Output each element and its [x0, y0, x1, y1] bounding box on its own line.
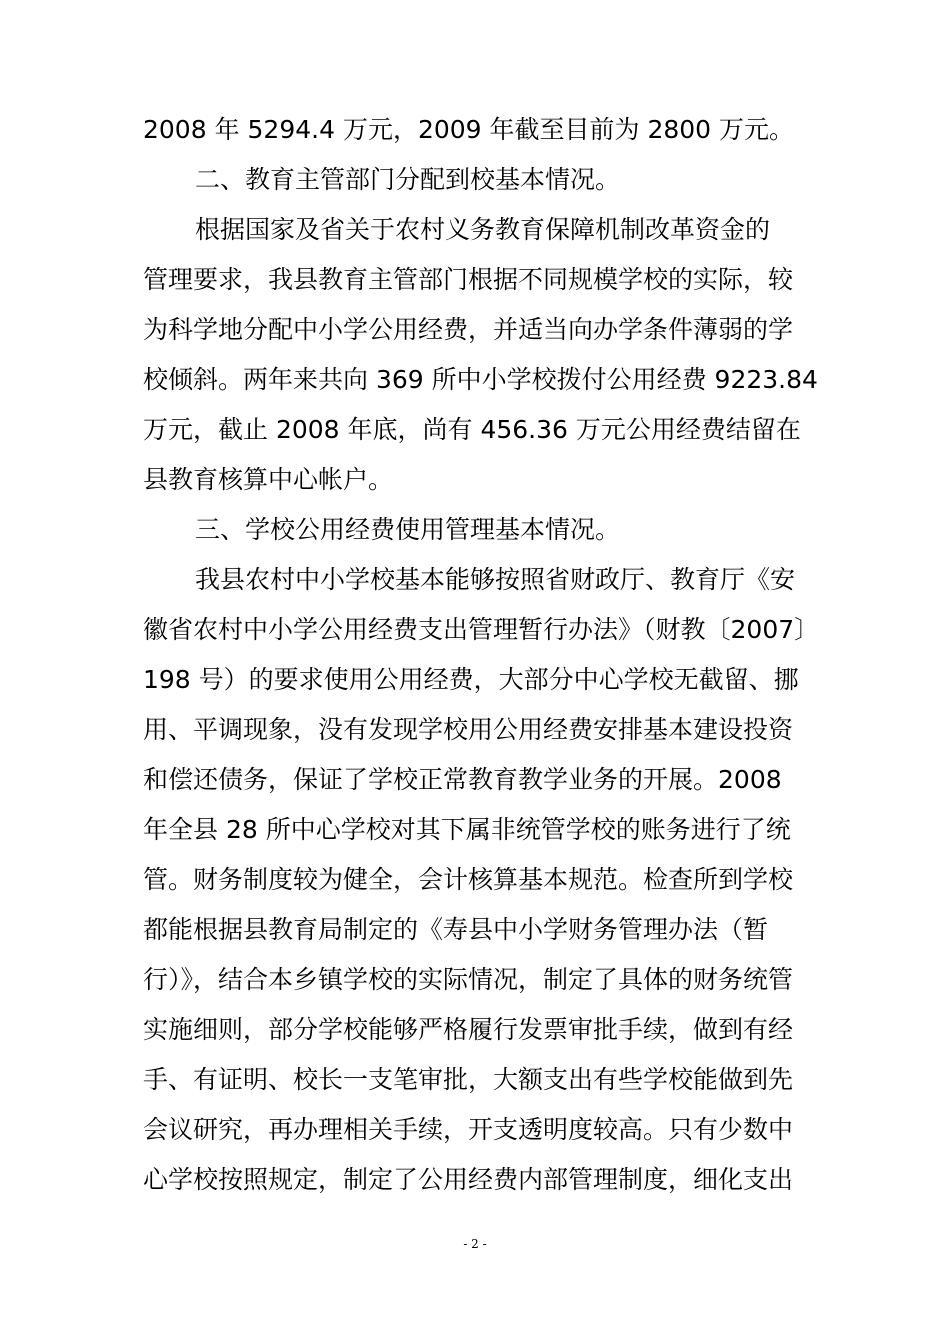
body-text-line: 都能根据县教育局制定的《寿县中小学财务管理办法（暂 — [143, 915, 769, 944]
body-text-line: 心学校按照规定，制定了公用经费内部管理制度，细化支出 — [143, 1165, 794, 1194]
body-text-line: 县教育核算中心帐户。 — [143, 465, 394, 494]
body-text-line: 管。财务制度较为健全，会计核算基本规范。检查所到学校 — [143, 865, 794, 894]
body-text-line: 管理要求，我县教育主管部门根据不同规模学校的实际，较 — [143, 265, 794, 294]
body-text-line: 会议研究，再办理相关手续，开支透明度较高。只有少数中 — [143, 1115, 794, 1144]
body-text-line: 为科学地分配中小学公用经费，并适当向办学条件薄弱的学 — [143, 315, 794, 344]
section-heading: 三、学校公用经费使用管理基本情况。 — [195, 515, 621, 544]
page-number: - 2 - — [463, 1237, 487, 1251]
body-text-line: 2008 年 5294.4 万元，2009 年截至目前为 2800 万元。 — [143, 115, 795, 144]
body-text-line: 行）》，结合本乡镇学校的实际情况，制定了具体的财务统管 — [143, 965, 794, 994]
body-text-line: 手、有证明、校长一支笔审批，大额支出有些学校能做到先 — [143, 1065, 794, 1094]
body-text-line: 年全县 28 所中心学校对其下属非统管学校的账务进行了统 — [143, 815, 791, 844]
body-text-line: 徽省农村中小学公用经费支出管理暂行办法》（财教〔2007〕 — [143, 615, 820, 644]
body-text-line: 校倾斜。两年来共向 369 所中小学校拨付公用经费 9223.84 — [143, 365, 818, 394]
body-text-line: 198 号）的要求使用公用经费，大部分中心学校无截留、挪 — [143, 665, 799, 694]
body-text-line: 用、平调现象，没有发现学校用公用经费安排基本建设投资 — [143, 715, 794, 744]
body-text-line: 实施细则，部分学校能够严格履行发票审批手续，做到有经 — [143, 1015, 794, 1044]
section-heading: 二、教育主管部门分配到校基本情况。 — [195, 165, 621, 194]
body-text-line: 万元，截止 2008 年底，尚有 456.36 万元公用经费结留在 — [143, 415, 801, 444]
body-text-line: 我县农村中小学校基本能够按照省财政厅、教育厅《安 — [195, 565, 796, 594]
body-text-line: 和偿还债务，保证了学校正常教育教学业务的开展。2008 — [143, 765, 782, 794]
body-text-line: 根据国家及省关于农村义务教育保障机制改革资金的 — [195, 215, 771, 244]
